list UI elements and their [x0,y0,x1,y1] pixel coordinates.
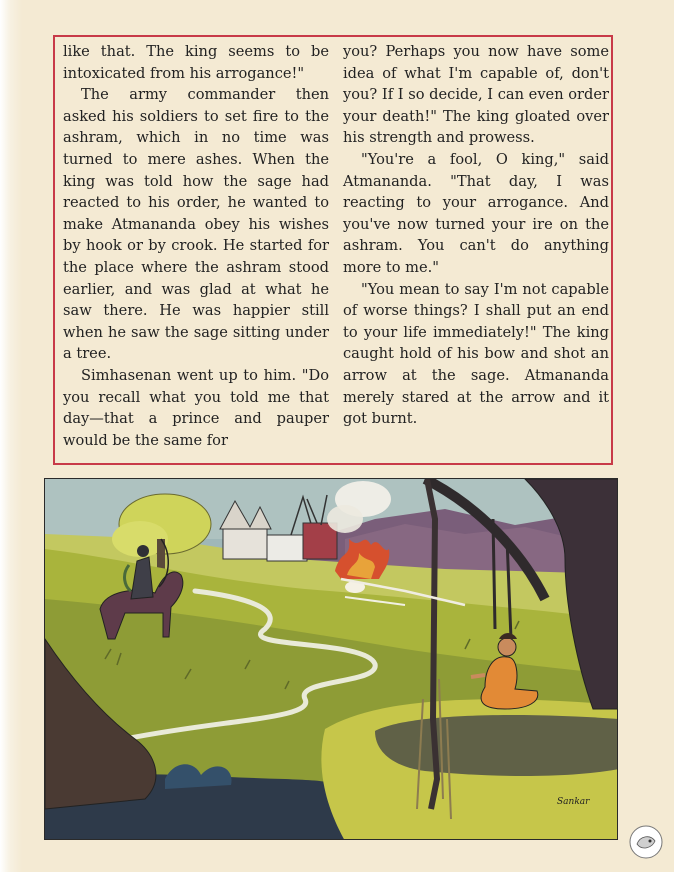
archive-logo [628,824,664,860]
story-column-left [63,41,329,451]
paragraph: you? Perhaps you now have some idea of what I'm capable of, don't you? If I so decide, I can even order your death!" The king gloated over his strength and prowess. [343,43,609,147]
story-column-right [343,41,609,430]
paragraph: The army commander then asked his soldiers to set fire to the ashram, which in no time was turned to mere ashes. When the king was told how the sage had reacted to his order, he wanted to make Atmananda obey his wishes by hook or by crook. He started for the place where the ashram stood earlier, and was glad at what he saw there. He was happier still when he saw the sage sitting under a tree. [63,86,329,363]
artist-signature: Sankar [557,797,590,807]
story-text-box [53,35,613,465]
story-illustration [44,478,618,840]
illustration-art [45,479,618,840]
paragraph: like that. The king seems to be intoxicated from his arrogance!" [63,43,329,82]
paragraph: "You're a fool, O king," said Atmananda. "That day, I was reacting to your arrogance. And you've now turned your ire on the ashram. You can't do anything more to me." [343,150,609,276]
paragraph: Simhasenan went up to him. "Do you recall what you told me that day—that a prince and pauper would be the same for [63,366,329,449]
page-edge [0,0,22,872]
paragraph: "You mean to say I'm not capable of worse things? I shall put an end to your life immediately!" The king caught hold of his bow and shot an arrow at the sage. Atmananda merely stared at the arrow and it got burnt. [343,280,609,428]
